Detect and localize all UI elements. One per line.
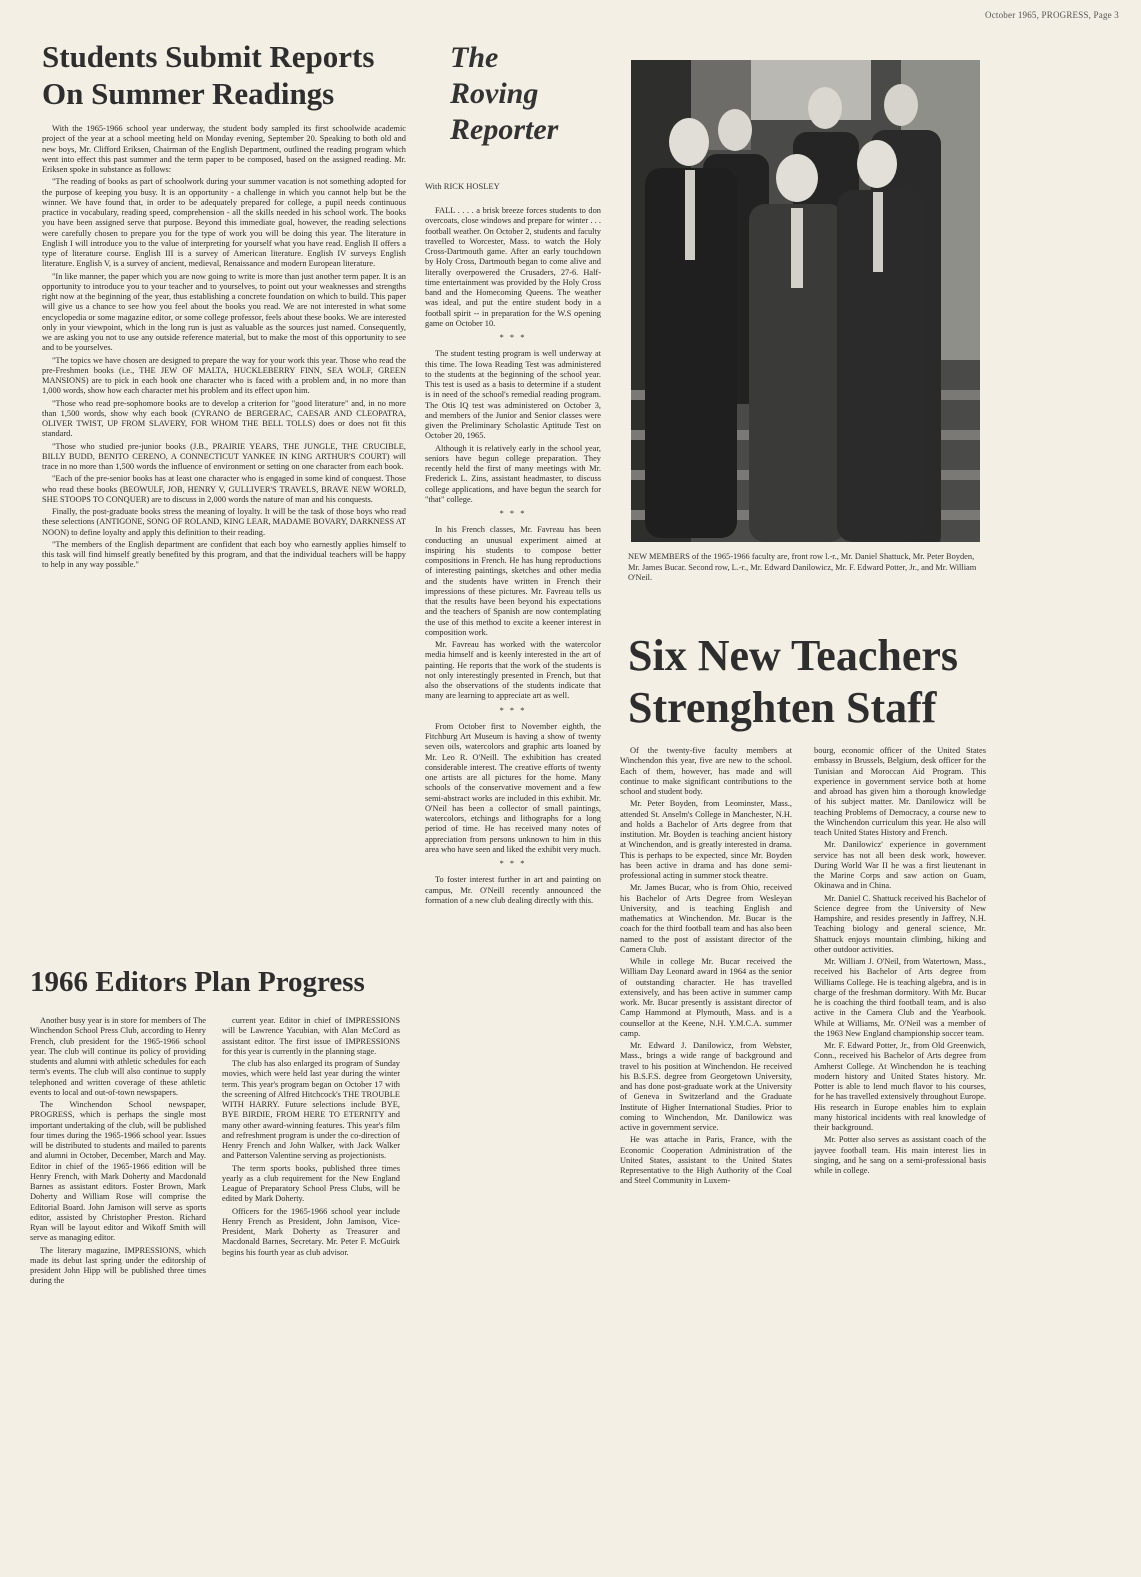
section-divider: * * * xyxy=(499,705,527,715)
paragraph: The literary magazine, IMPRESSIONS, which made its debut last spring under the editorship of president John Hipp will be published three times during the xyxy=(30,1245,206,1286)
paragraph: Although it is relatively early in the school year, seniors have begun college preparation. They recently held the first of many meetings with Mr. Frederick L. Zins, assistant headmaster, to discuss college applications, and have begun the search for "that" college. xyxy=(425,443,601,504)
paragraph: "The reading of books as part of schoolwork during your summer vacation is not something adopted for the purpose of keeping you busy. It is an opportunity - a challenge in which you cannot help but be the winner. We have found that, in order to be adequately prepared for college, a pupil needs continuous practice in vocabulary, reading speed, comprehension - all the skills needed in his school work. The books you have been assigned serve that purpose. Beyond this immediate goal, however, the reading selections were carefully chosen to prepare you for the type of work you will be doing this year. The literature in English I will introduce you to the value of interpreting for yourself what you have read. English II offers a type of literature course. English III is a survey of American literature. English IV surveys English literature. English V, is a survey of ancient, medieval, Renaissance and modern European literature. xyxy=(42,177,406,269)
roving-title-line: Roving xyxy=(450,77,539,110)
headline-line: Strenghten Staff xyxy=(628,683,937,732)
paragraph: He was attache in Paris, France, with the Economic Cooperation Administration of the United States, assistant to the United States Representative to the High Authority of the Coal and Steel Community in Luxem- xyxy=(620,1135,792,1186)
headline-line: Students Submit Reports xyxy=(42,39,375,74)
paragraph: With the 1965-1966 school year underway, the student body sampled its first schoolwide academic project of the year at a school meeting held on Monday evening, September 20. Speaking to both old and new boys, Mr. Clifford Eriksen, Chairman of the English Department, outlined the reading program which went into effect this past summer and the term paper to be composed, based on the assigned reading. Mr. Eriksen spoke in substance as follows: xyxy=(42,124,406,174)
paragraph: The club has also enlarged its program of Sunday movies, which were held last year during the winter term. This year's program began on October 17 with the screening of Alfred Hitchcock's THE TROUBLE WITH HARRY. Future selections include BYE, BYE BIRDIE, FROM HERE TO ETERNITY and many other award-winning features. This year's film and refreshment program is under the co-direction of Henry French and John Walker, with Jack Walker and Patterson Valentine serving as projectionists. xyxy=(222,1059,400,1161)
roving-byline: With RICK HOSLEY xyxy=(425,181,500,191)
faculty-photo xyxy=(631,60,980,542)
roving-reporter-column xyxy=(425,206,601,1574)
paragraph: Mr. Potter also serves as assistant coach of the jayvee football team. His main interest lies in singing, and he sang on a semi-professional basis while in college. xyxy=(814,1135,986,1175)
editors-article-col2 xyxy=(222,1016,400,1574)
paragraph: Mr. Favreau has worked with the watercolor media himself and is keenly interested in the art of painting. He reports that the work of the students is not only interestingly presented in French, but that also the observations of the students indicate that many are learning to appreciate art as well. xyxy=(425,640,601,701)
paragraph: The student testing program is well underway at this time. The Iowa Reading Test was administered to the students at the beginning of the school year. This test is used as a basis to determine if a student is in need of the school's remedial reading program. The Otis IQ test was administered on October 3, and members of the Junior and Senior classes were given the Preliminary Scholastic Aptitude Test on October 20, 1965. xyxy=(425,349,601,441)
paragraph: Of the twenty-five faculty members at Winchendon this year, five are new to the school. Each of them, however, has made and will continue to make significant contributions to the school and student body. xyxy=(620,746,792,796)
paragraph: The term sports books, published three times yearly as a club requirement for the New England League of Preparatory School Press Clubs, will be edited by Mark Doherty. xyxy=(222,1163,400,1204)
section-divider: * * * xyxy=(499,859,527,868)
paragraph: Officers for the 1965-1966 school year include Henry French as President, John Jamison, Vice-President, Mark Doherty as Treasurer and Macdonald Barnes, Secretary. Mr. Peter F. McGuirk begins his fourth year as club advisor. xyxy=(222,1206,400,1257)
paragraph: "Each of the pre-senior books has at least one character who is engaged in some kind of conquest. Those who read these books (BEOWULF, JOB, HENRY V, GULLIVER'S TRAVELS, BRAVE NEW WORLD, SHE STOOPS TO CONQUER) are to discuss in 2,000 words the nature of man and his conquests. xyxy=(42,474,406,504)
paragraph: While in college Mr. Bucar received the William Day Leonard award in 1964 as the senior of outstanding character. He has travelled extensively, and has been active in summer camp work. Mr. Bucar presently is assistant director of Camp Hammond at Plymouth, Mass. and is a counsellor at the Keene, N.H. Y.M.C.A. summer camp. xyxy=(620,957,792,1038)
roving-title-line: Reporter xyxy=(450,113,559,146)
teachers-article-col1 xyxy=(620,746,792,1574)
paragraph: Mr. Peter Boyden, from Leominster, Mass., attended St. Anselm's College in Manchester, N.H. and holds a Bachelor of Arts degree from that institution. Mr. Boyden is teaching ancient history at Winchendon, and is greatly interested in drama. This is perhaps to be expected, since Mr. Boyden has been active in drama and has done semi-professional acting in summer stock theatre. xyxy=(620,799,792,880)
paragraph: current year. Editor in chief of IMPRESSIONS will be Lawrence Yacubian, with Alan McCord as assistant editor. The first issue of IMPRESSIONS for this year is currently in the planning stage. xyxy=(222,1016,400,1056)
paragraph: "In like manner, the paper which you are now going to write is more than just another term paper. It is an opportunity to introduce you to your teacher and to yourselves, to point out your weaknesses and strengths right now at the beginning of the year, thus establishing a concrete foundation on which to build. This paper will give us a chance to see how you feel about the books you read. We are not interested in what some encyclopedia or some magazine editor, or some college professor, feels about these books. We are interested only in your viewpoint, which in the long run is just as valuable as the sources just named. Consequently, we are asking you not to use any outside reference material, but to make the most of this opportunity to see and to be yourselves. xyxy=(42,271,406,353)
paragraph: In his French classes, Mr. Favreau has been conducting an unusual experiment aimed at inspiring his students to compose better compositions in French. He has hung reproductions of interesting paintings, sketches and other media and the students have written in French their impressions of these pictures. Mr. Favreau tells us that the results have been beyond his expectations and the teachers of Spanish are now contemplating the use of this method to excite a keener interest in composition work. xyxy=(425,525,601,637)
roving-reporter-title xyxy=(450,40,558,148)
page-header: October 1965, PROGRESS, Page 3 xyxy=(985,10,1119,20)
paragraph: Mr. Danilowicz' experience in government service has not all been desk work, however. During World War II he was a first lieutenant in the Marine Corps and saw action on Guam, Okinawa and in China. xyxy=(814,840,986,891)
paragraph: "Those who studied pre-junior books (J.B., PRAIRIE YEARS, THE JUNGLE, THE CRUCIBLE, BILLY BUDD, BENITO CERENO, A CONNECTICUT YANKEE IN KING ARTHUR'S COURT) will trace in no more than 1,500 words the influence of environment or setting on one character from each book. xyxy=(42,441,406,471)
paragraph: "The members of the English department are confident that each boy who earnestly applies himself to this task will find himself greatly benefited by this program, and that the individual teachers will be happy to help in any way possible." xyxy=(42,539,406,570)
paragraph: bourg, economic officer of the United States embassy in Brussels, Belgium, desk officer for the Tunisian and Moroccan Aid Program. This experience in government service both at home and abroad has given him a thorough knowledge of his subject matter. Mr. Danilowicz will be teaching Problems of Democracy, a course new to the Winchendon curriculum this year. He also will teach United States History and French. xyxy=(814,746,986,837)
headline-summer-readings xyxy=(42,38,374,112)
photo-caption: NEW MEMBERS of the 1965-1966 faculty are, front row l.-r., Mr. Daniel Shattuck, Mr. Peter Boyden, Mr. James Bucar. Second row, L.-r., Mr. Edward Danilowicz, Mr. F. Edward Potter, Jr., and Mr. William O'Neil. xyxy=(628,552,977,582)
paragraph: "Those who read pre-sophomore books are to develop a criterion for "good literature" and, in no more than 1,500 words, show why each book (CYRANO de BERGERAC, CAESAR AND CLEOPATRA, OLIVER TWIST, UP FROM SLAVERY, FOR WHOM THE BELL TOLLS) does or does not fit this standard. xyxy=(42,398,406,439)
paragraph: Finally, the post-graduate books stress the meaning of loyalty. It will be the task of those boys who read these selections (ANTIGONE, SONG OF ROLAND, KING LEAR, MADAME BOVARY, DARKNESS AT NOON) to define loyalty and apply this definition to their reading. xyxy=(42,507,406,537)
headline-new-teachers xyxy=(628,630,958,734)
headline-line: Six New Teachers xyxy=(628,631,958,680)
paragraph: Mr. William J. O'Neil, from Watertown, Mass., received his Bachelor of Arts degree from Williams College. He is teaching algebra, and is in charge of the freshman dormitory. With Mr. Bucar he is coaching the third football team, and is also active in the Camera Club and the Yearbook. While at Williams, Mr. O'Neil was a member of the 1963 New England championship soccer team. xyxy=(814,957,986,1038)
paragraph: Mr. James Bucar, who is from Ohio, received his Bachelor of Arts Degree from Wesleyan University, and is teaching English and mathematics at Winchendon. Mr. Bucar is the coach for the third football team and has also been named to the post of assistant director of the Camera Club. xyxy=(620,883,792,954)
roving-title-line: The xyxy=(450,41,499,74)
paragraph: The Winchendon School newspaper, PROGRESS, which is perhaps the single most important undertaking of the club, will be published four times during the 1965-1966 school year. Issues will be distributed to students and mailed to parents and alumni in October, December, March and May. Editor in chief of the 1965-1966 edition will be Henry French, with Mark Doherty and Macdonald Barnes as assistant editors. Foster Brown, Mark Doherty and William Rose will comprise the Editorial Board. John Jamison will serve as sports editor, assisted by Christopher Preston. Richard Ryan will be layout editor and Wikoff Smith will serve as managing editor. xyxy=(30,1100,206,1243)
editors-article-col1 xyxy=(30,1016,206,1574)
paragraph: Another busy year is in store for members of The Winchendon School Press Club, according to Henry French, club president for the 1965-1966 school year. The club will continue its policy of providing students and alumni with athletic schedules for each term's events. The club will also continue to supply telephoned and written coverage of these athletic events to local and out-of-town newspapers. xyxy=(30,1016,206,1097)
paragraph: Mr. Daniel C. Shattuck received his Bachelor of Science degree from the University of New Hampshire, and resides presently in Jaffrey, N.H. Teaching biology and general science, Mr. Shattuck enjoys mountain climbing, hiking and other outdoor activities. xyxy=(814,893,986,954)
faculty-photo-image xyxy=(631,60,980,542)
headline-line: On Summer Readings xyxy=(42,76,335,111)
paragraph: To foster interest further in art and painting on campus, Mr. O'Neill recently announced the formation of a new club dealing directly with this. xyxy=(425,875,601,905)
paragraph: "The topics we have chosen are designed to prepare the way for your work this year. Those who read the pre-Freshmen books (i.e., THE JEW OF MALTA, HUCKLEBERRY FINN, SEA WOLF, GREEN MANSIONS) are to pick in each book one character who is faced with a problem and, in no more than 1,000 words, show how each character met his problem and its effect upon him. xyxy=(42,355,406,396)
section-divider: * * * xyxy=(499,509,527,518)
paragraph: From October first to November eighth, the Fitchburg Art Museum is having a show of twenty seven oils, watercolors and graphic arts loaned by Mr. Leo R. O'Neill. The exhibition has created considerable interest. The creative efforts of twenty one artists are all pictures for the home. Many schools of the conservative movement and a few semi-abstract works are included in this exhibit. Mr. O'Neil has been a collector of small paintings, watercolors, etchings and lithographs for a long period of time. He has received many notes of appreciation from persons unknown to him in this area who have seen and liked the exhibit very much. xyxy=(425,721,601,854)
section-divider: * * * xyxy=(499,333,527,342)
headline-editors: 1966 Editors Plan Progress xyxy=(30,966,365,998)
paragraph: Mr. Edward J. Danilowicz, from Webster, Mass., brings a wide range of background and travel to his position at Winchendon. He received his B.S.F.S. degree from Georgetown University, and has done post-graduate work at the University of Geneva in Switzerland and the Graduate Institute of Higher International Studies. Prior to coming to Winchendon, Mr. Danilowicz was active in government service. xyxy=(620,1041,792,1132)
teachers-article-col2 xyxy=(814,746,986,1574)
paragraph: FALL . . . . a brisk breeze forces students to don overcoats, close windows and prepare for winter . . . football weather. On October 2, students and faculty travelled to Worcester, Mass. to watch the Holy Cross-Dartmouth game. After an early touchdown by Holy Cross, Dartmouth began to come alive and literally overpowered the Crusaders, 27-6. Half-time entertainment was provided by the Holy Cross band and the Homecoming Queens. The weather was ideal, and put the entire student body in a football spirit -- in preparation for the W.S opening game on October 10. xyxy=(425,206,601,328)
reports-article xyxy=(42,124,406,952)
paragraph: Mr. F. Edward Potter, Jr., from Old Greenwich, Conn., received his Bachelor of Arts degree from Amherst College. At Winchendon he is teaching modern history and United States history. Mr. Potter is able to lend much flavor to his courses, for he has travelled extensively throughout Europe. His research in Europe enables him to explain many historical incidents with real knowledge of their background. xyxy=(814,1041,986,1132)
